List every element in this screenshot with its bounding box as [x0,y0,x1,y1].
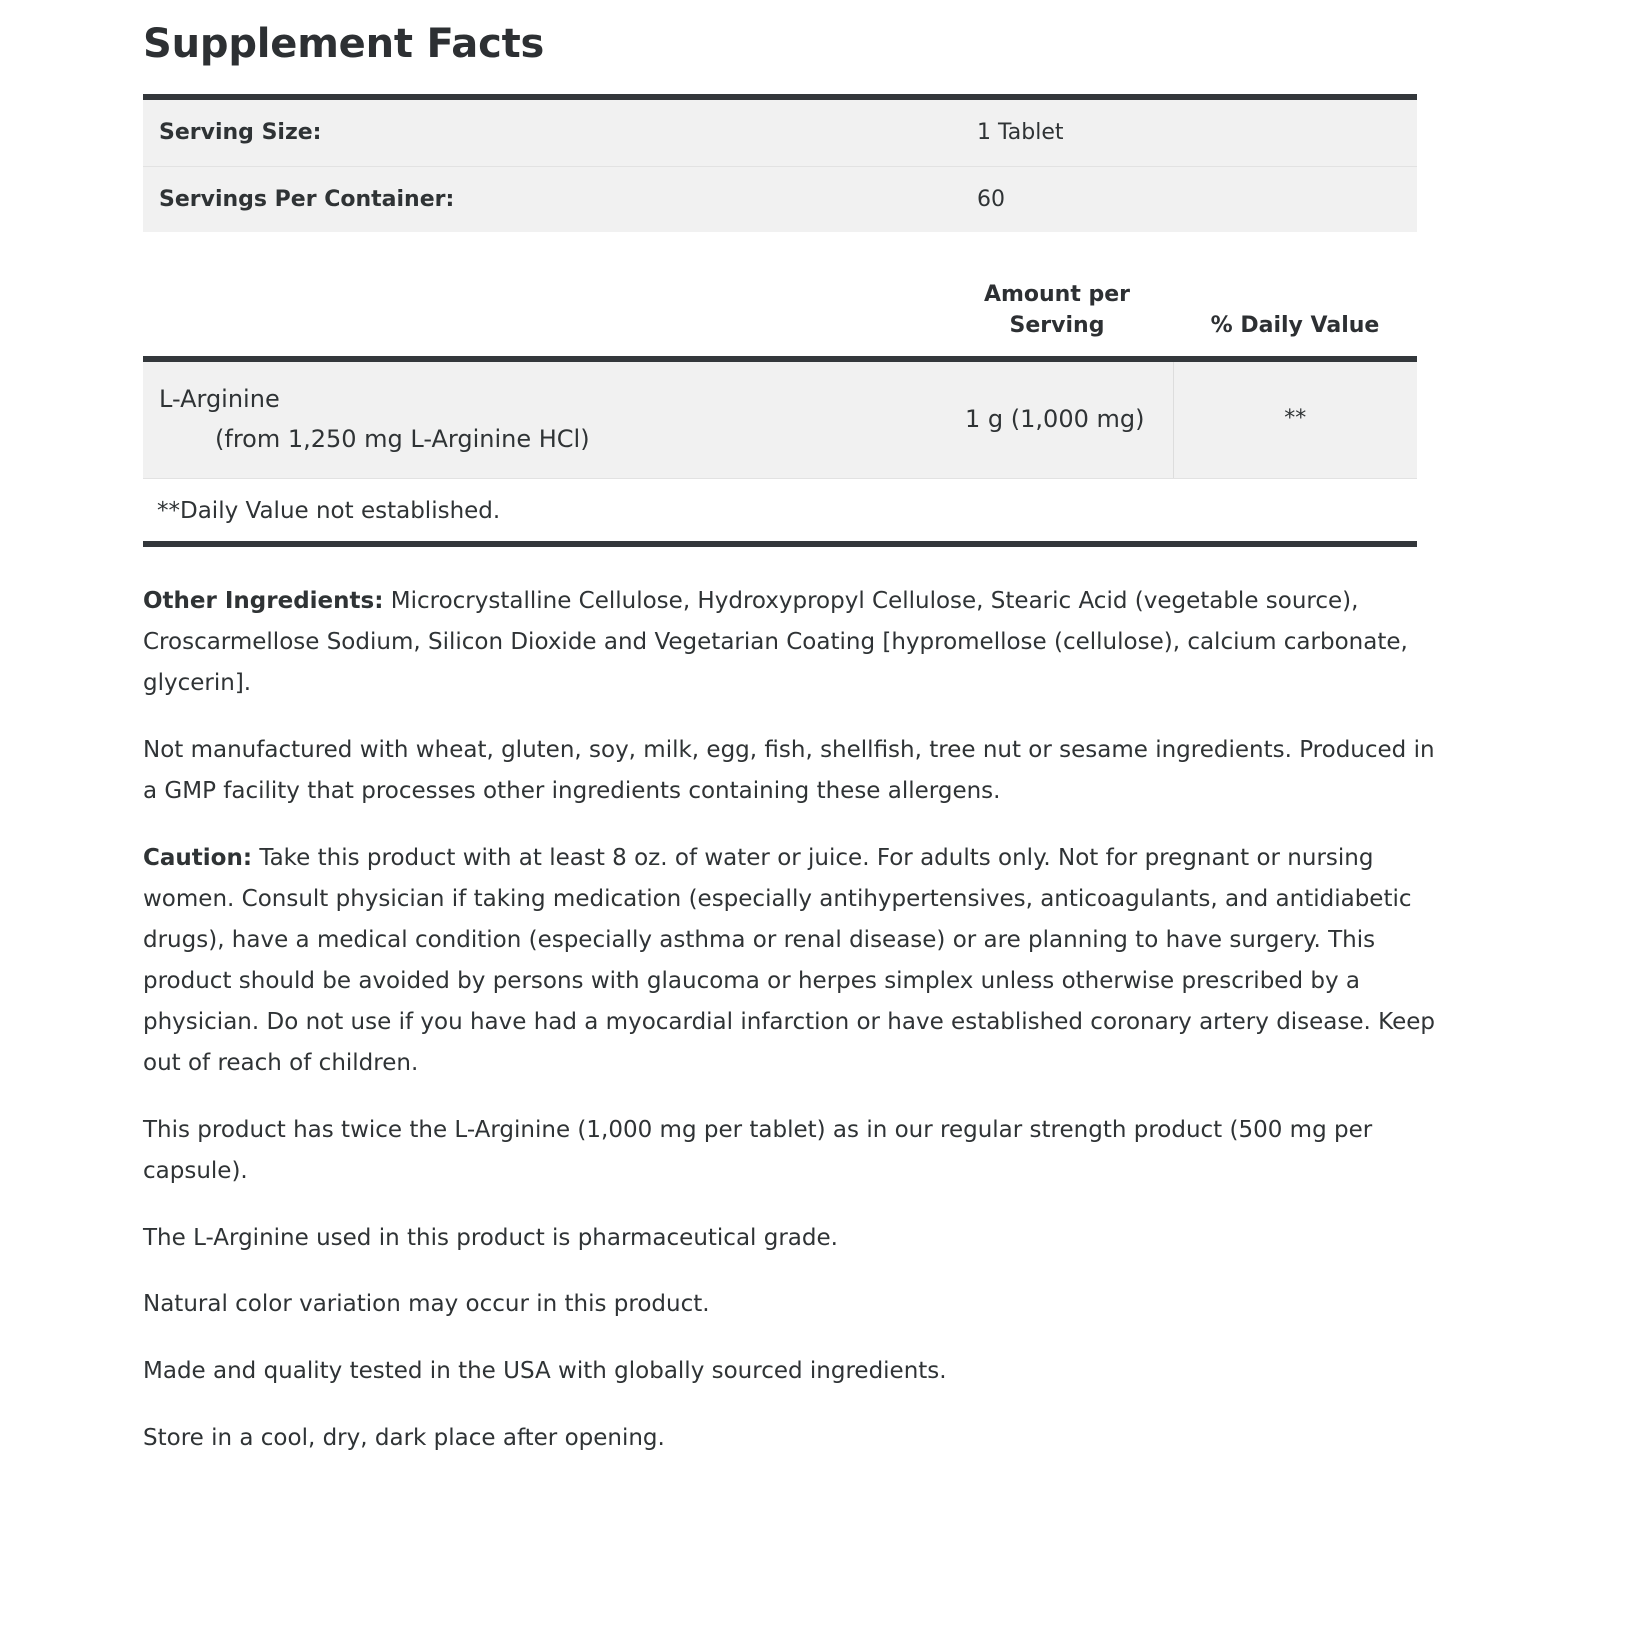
table-row [143,166,1417,232]
color-note-paragraph: Natural color variation may occur in this product. [143,1291,710,1318]
page-title: Supplement Facts [143,21,545,67]
storage-note-paragraph: Store in a cool, dry, dark place after opening. [143,1425,665,1452]
origin-note-paragraph: Made and quality tested in the USA with globally sourced ingredients. [143,1358,947,1385]
potency-note-paragraph: This product has twice the L-Arginine (1,000 mg per tablet) as in our regular strength product (500 mg per capsule). [143,1116,1373,1184]
grade-note-paragraph: The L-Arginine used in this product is pharmaceutical grade. [143,1224,838,1251]
facts-header-blank [143,280,941,359]
ingredient-name: L-Arginine [159,384,280,413]
ingredient-amount: 1 g (1,000 mg) [941,359,1173,479]
allergen-paragraph: Not manufactured with wheat, gluten, soy, milk, egg, fish, shellfish, tree nut or sesame ingredients. Produced in a GMP facility that processes other ingredients containing these allergens. [143,737,1435,805]
amount-header-line2: Serving [1009,313,1105,339]
table-row [143,97,1417,166]
caution-paragraph [143,838,1435,1084]
facts-header-daily-value: % Daily Value [1210,313,1380,339]
caution-text: Take this product with at least 8 oz. of water or juice. For adults only. Not for pregnant or nursing women. Consult physician if taking medication (especially antihypertensives, anticoagulants, and antidiabetic drugs), have a medical condition (especially asthma or renal disease) or are planning to have surgery. This product should be avoided by persons with glaucoma or herpes simplex unless otherwise prescribed by a physician. Do not use if you have had a myocardial infarction or have established coronary artery disease. Keep out of reach of children. [143,845,1435,1076]
ingredient-daily-value: ** [1173,359,1417,479]
serving-size-value: 1 Tablet [977,120,1064,145]
other-ingredients-paragraph [143,581,1435,704]
caution-label: Caution: [143,845,253,871]
servings-per-container-label: Servings Per Container: [143,166,959,232]
servings-per-container-value: 60 [959,166,1417,232]
amount-header-line1: Amount per [983,282,1131,308]
table-spacer [143,232,1436,280]
ingredient-name-cell [143,359,941,479]
label-body-copy [143,547,1435,1459]
nutrition-facts-table [143,280,1417,479]
serving-size-label: Serving Size: [159,120,322,145]
facts-header-amount-per-serving [941,280,1173,359]
serving-info-table [143,94,1417,232]
table-row [143,359,1417,479]
ingredient-source: (from 1,250 mg L-Arginine HCl) [215,425,590,454]
daily-value-footnote: **Daily Value not established. [157,498,501,525]
facts-header-row [143,280,1417,359]
other-ingredients-text: Microcrystalline Cellulose, Hydroxypropyl Cellulose, Stearic Acid (vegetable source), Croscarmellose Sodium, Silicon Dioxide and Vegetarian Coating [hypromellose (cellulose), calcium carbonate, glycerin]. [143,588,1408,697]
other-ingredients-label: Other Ingredients: [143,588,384,615]
